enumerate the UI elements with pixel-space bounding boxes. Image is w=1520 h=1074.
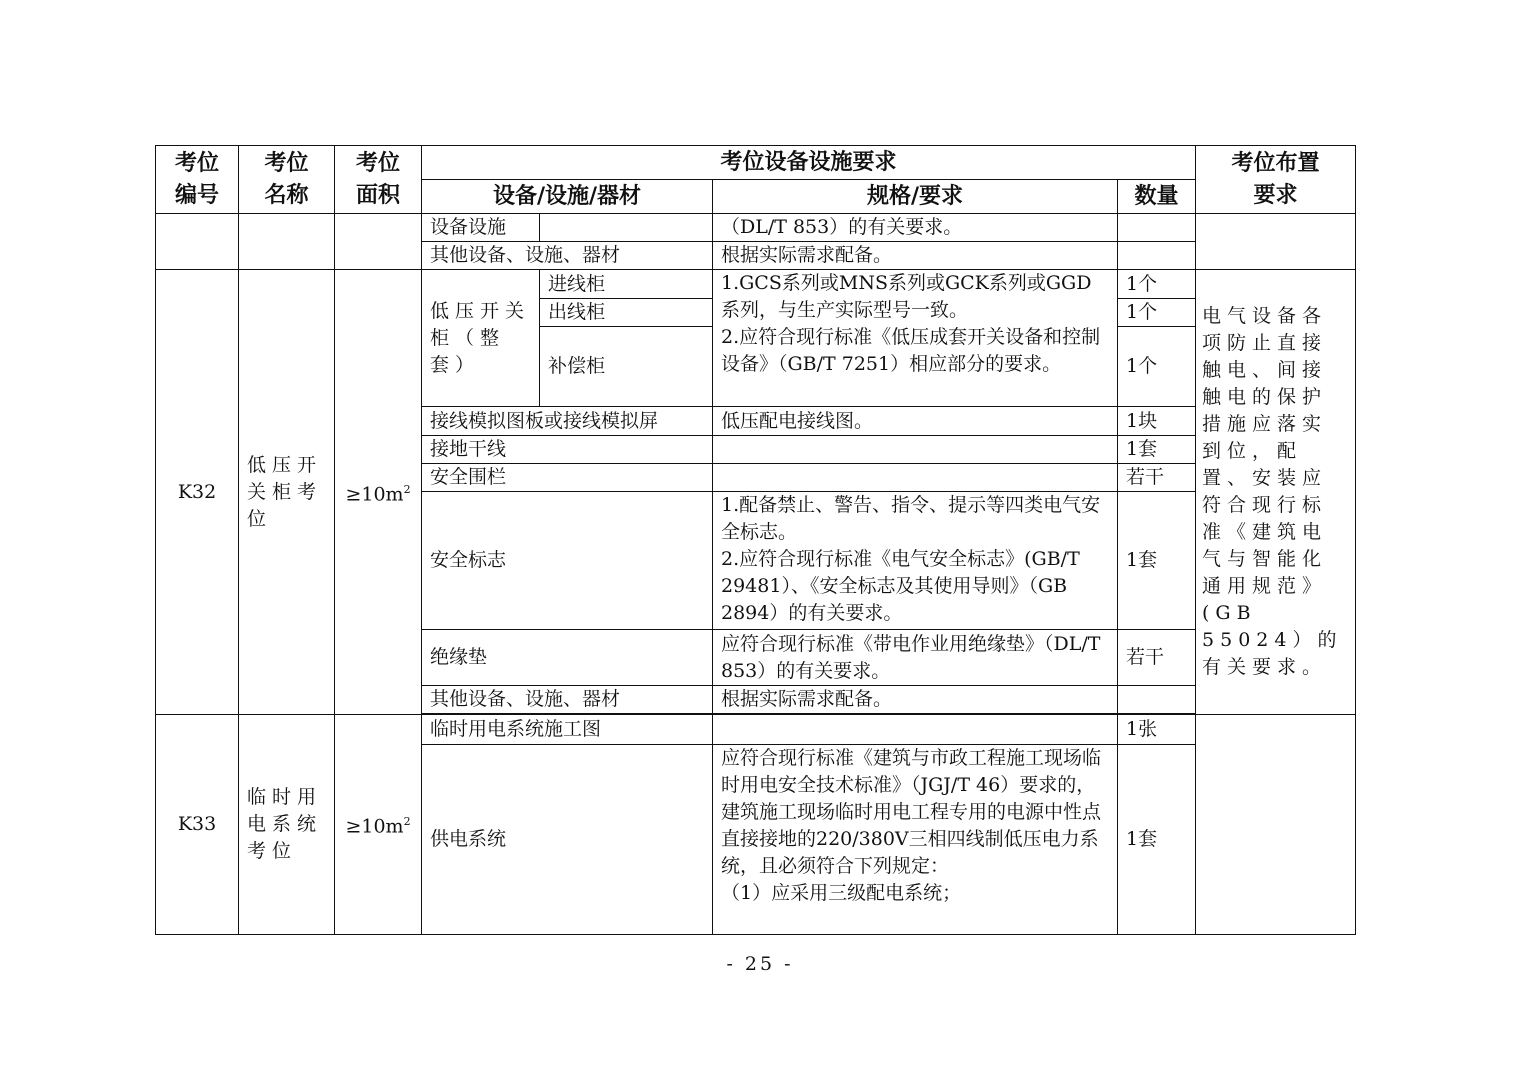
k33-plan: 临时用电系统施工图 xyxy=(422,715,713,745)
k33-supply-qty: 1套 xyxy=(1118,745,1196,935)
k32-switchgear-spec-1: 1.GCS系列或MNS系列或GCK系列或GGD系列，与生产实际型号一致。 xyxy=(721,272,1092,321)
k32-other-spec: 根据实际需求配备。 xyxy=(713,686,1118,714)
page-number: - 25 - xyxy=(726,953,794,975)
k32-diagram: 接线模拟图板或接线模拟屏 xyxy=(422,407,713,436)
k32-qty-outgoing: 1个 xyxy=(1118,299,1196,327)
k32-sign-spec xyxy=(713,492,1118,630)
k32-ground-spec xyxy=(713,436,1118,464)
cont-area-cell xyxy=(335,214,422,270)
k32-sub-outgoing: 出线柜 xyxy=(540,299,713,327)
k32-area xyxy=(335,270,422,715)
cont-other-qty xyxy=(1118,242,1196,270)
cont-layout-cell xyxy=(1196,214,1356,270)
header-exam-area-line1: 考位 xyxy=(355,150,400,176)
table-row xyxy=(156,214,1356,242)
header-exam-name-line1: 考位 xyxy=(264,150,309,176)
k32-sign-spec-1: 1.配备禁止、警告、指令、提示等四类电气安全标志。 xyxy=(721,494,1101,543)
k33-supply-spec-2: （1）应采用三级配电系统； xyxy=(721,882,962,904)
table-row xyxy=(156,270,1356,299)
k32-sign-qty: 1套 xyxy=(1118,492,1196,630)
header-equipment: 设备/设施/器材 xyxy=(422,180,713,214)
k33-supply-spec-1: 应符合现行标准《建筑与市政工程施工现场临时用电安全技术标准》（JGJ/T 46）要求的，建筑施工现场临时用电工程专用的电源中性点直接接地的220/380V三相四线制低压电力系统，且必须符合下列规定： xyxy=(721,747,1102,877)
k32-mat-spec: 应符合现行标准《带电作业用绝缘垫》（DL/T 853）的有关要求。 xyxy=(713,630,1118,686)
k32-area-value: ≥10m xyxy=(345,483,404,506)
header-exam-id-line1: 考位 xyxy=(174,150,219,176)
k32-ground: 接地干线 xyxy=(422,436,713,464)
k33-area xyxy=(335,715,422,935)
k32-area-sup: 2 xyxy=(403,482,411,496)
k32-sign-spec-2: 2.应符合现行标准《电气安全标志》(GB/T 29481）、《安全标志及其使用导则》（GB 2894）的有关要求。 xyxy=(721,548,1080,624)
cont-spec-cell: （DL/T 853）的有关要求。 xyxy=(713,214,1118,242)
requirements-table xyxy=(155,145,1356,935)
table-row xyxy=(156,715,1356,745)
header-exam-id-line2: 编号 xyxy=(174,182,219,208)
cont-id-cell xyxy=(156,214,239,270)
header-equipment-group: 考位设备设施要求 xyxy=(422,146,1196,180)
k32-sub-incoming: 进线柜 xyxy=(540,270,713,299)
header-exam-id xyxy=(156,146,239,214)
k32-sub-compensation: 补偿柜 xyxy=(540,327,713,407)
k32-other: 其他设备、设施、器材 xyxy=(422,686,713,714)
k32-layout: 电气设备各项防止直接触电、间接触电的保护措施应落实到位，配置、安装应符合现行标准《建筑电气与智能化通用规范》(GB 55024）的有关要求。 xyxy=(1196,270,1356,715)
k32-switchgear-group: 低压开关柜（整套） xyxy=(422,270,540,407)
header-spec: 规格/要求 xyxy=(713,180,1118,214)
k33-supply: 供电系统 xyxy=(422,745,713,935)
k32-qty-incoming: 1个 xyxy=(1118,270,1196,299)
k32-switchgear-spec-2: 2.应符合现行标准《低压成套开关设备和控制设备》（GB/T 7251）相应部分的要求。 xyxy=(721,326,1101,375)
k33-supply-spec xyxy=(713,745,1118,935)
k32-fence: 安全围栏 xyxy=(422,464,713,492)
cont-other-spec: 根据实际需求配备。 xyxy=(713,242,1118,270)
k32-qty-compensation: 1个 xyxy=(1118,327,1196,407)
cont-qty-cell xyxy=(1118,214,1196,242)
k32-fence-qty: 若干 xyxy=(1118,464,1196,492)
k32-diagram-qty: 1块 xyxy=(1118,407,1196,436)
header-exam-name-line2: 名称 xyxy=(264,182,309,208)
k33-layout xyxy=(1196,715,1356,935)
header-exam-area-line2: 面积 xyxy=(355,182,400,208)
k32-fence-spec xyxy=(713,464,1118,492)
header-exam-area xyxy=(335,146,422,214)
k33-plan-qty: 1张 xyxy=(1118,715,1196,745)
cont-equip-cell: 设备设施 xyxy=(422,214,540,242)
k33-plan-spec xyxy=(713,715,1118,745)
k32-mat: 绝缘垫 xyxy=(422,630,713,686)
k32-mat-qty: 若干 xyxy=(1118,630,1196,686)
header-layout xyxy=(1196,146,1356,214)
k32-switchgear-spec xyxy=(713,270,1118,407)
cont-name-cell xyxy=(239,214,335,270)
header-row-1 xyxy=(156,146,1356,180)
cont-equip-sub-cell xyxy=(540,214,713,242)
cont-other-equip: 其他设备、设施、器材 xyxy=(422,242,713,270)
k33-area-sup: 2 xyxy=(403,815,411,829)
header-layout-line2: 要求 xyxy=(1253,182,1298,208)
k32-name: 低压开关柜考位 xyxy=(239,270,335,715)
k32-ground-qty: 1套 xyxy=(1118,436,1196,464)
header-layout-line1: 考位布置 xyxy=(1231,150,1320,176)
k32-id: K32 xyxy=(156,270,239,715)
k32-sign: 安全标志 xyxy=(422,492,713,630)
k33-id: K33 xyxy=(156,715,239,935)
k32-diagram-spec: 低压配电接线图。 xyxy=(713,407,1118,436)
k33-name: 临时用电系统考位 xyxy=(239,715,335,935)
header-quantity: 数量 xyxy=(1118,180,1196,214)
k32-other-qty xyxy=(1118,686,1196,714)
k33-area-value: ≥10m xyxy=(345,815,404,838)
header-exam-name xyxy=(239,146,335,214)
